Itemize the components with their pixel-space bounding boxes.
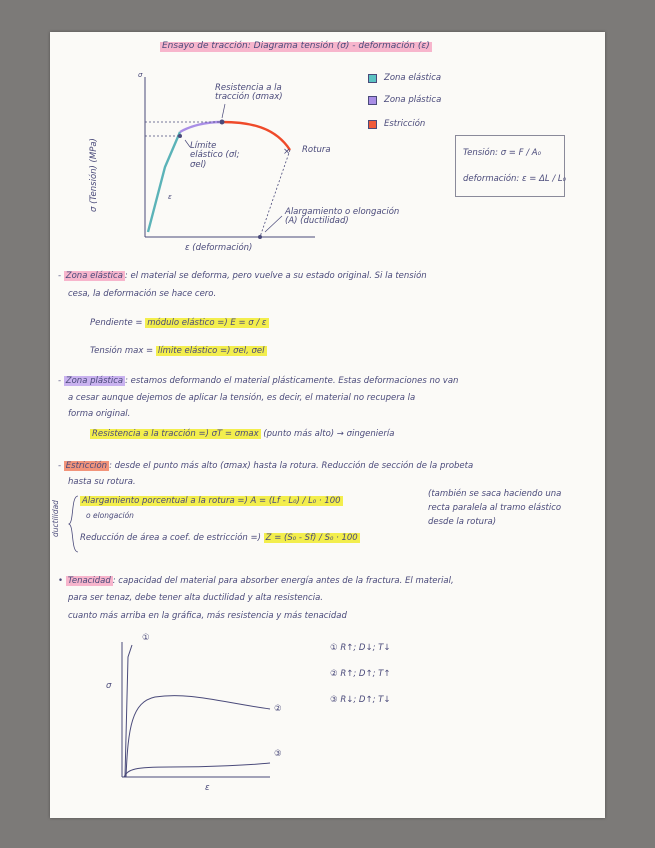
estriccion-line1: - Estricción : desde el punto más alto (σmax) hasta la rotura. Reducción de sección de la probeta [58,461,474,471]
tenacidad-line2: para ser tenaz, debe tener alta ductilidad y alta resistencia. [68,593,323,603]
zona-plastica-line2: a cesar aunque dejemos de aplicar la tensión, es decir, el material no recupera la [68,393,416,403]
x-axis-label: ε (deformación) [185,243,253,253]
y-axis-origin: σ [138,71,143,79]
tenacidad-line3: cuanto más arriba en la gráfica, más resistencia y más tenacidad [68,611,347,621]
notebook-page [50,32,605,818]
reduccion-line: Reducción de área a coef. de estricción =) Z = (S₀ - Sf) / S₀ · 100 [80,533,358,543]
svg-text:×: × [283,147,291,157]
zona-plastica-line1: - Zona plástica : estamos deformando el material plásticamente. Estas deformaciones no van [58,376,459,386]
tenacidad-heading: Tenacidad [67,576,111,586]
resistencia-line: Resistencia a la tracción =) σT = σmax (punto más alto) → σingeniería [92,429,395,439]
zona-elastica-line1: - Zona elástica : el material se deforma, pero vuelve a su estado original. Si la tensión [58,271,427,281]
curve-label-1: ① [142,633,150,643]
estriccion-heading: Estricción [65,461,108,471]
legend-label-plastica: Zona plástica [384,95,442,105]
alargamiento-note1: (también se saca haciendo una [428,489,562,499]
legend-swatch-plastica [368,96,377,105]
ductilidad-side-label: ductilidad [51,500,60,537]
formula-deformacion: deformación: ε = ΔL / L₀ [463,174,567,184]
zona-elastica-heading: Zona elástica [65,271,123,281]
tension-max-line: Tensión max = límite elástico =) σel, σel [90,346,265,356]
elongation-point [258,235,262,239]
legend-label-elastica: Zona elástica [384,73,442,83]
tenacidad-item-1: ① R↑; D↓; T↓ [330,643,391,653]
resistencia-label: Resistencia a la tracción (σmax) [215,83,283,103]
formula-box [455,135,565,197]
pendiente-line: Pendiente = módulo elástico =) E = σ / ε [90,318,267,328]
zona-plastica-heading: Zona plástica [65,376,124,386]
limit-point [178,134,182,138]
legend-label-estriccion: Estricción [384,119,426,129]
alargamiento-sub: o elongación [86,511,134,520]
formula-tension: Tensión: σ = F / A₀ [463,148,541,158]
estriccion-line2: hasta su rotura. [68,477,136,487]
limite-label: Límite elástico (σl; σel) [190,141,240,170]
alargamiento-note3: desde la rotura) [428,517,497,527]
y-axis-label: σ (Tensión) (MPa) [89,138,99,212]
tenacidad-graph-x: ε [205,783,210,793]
legend-swatch-elastica [368,74,377,83]
alargamiento-note2: recta paralela al tramo elástico [428,503,562,513]
e-small-label: ε [168,193,172,201]
tenacidad-item-3: ③ R↓; D↑; T↓ [330,695,391,705]
alargamiento-label: Alargamiento o elongación (A) (ductilidad) [285,207,400,227]
zona-elastica-line2: cesa, la deformación se hace cero. [68,289,217,299]
curve-label-2: ② [274,704,282,714]
tenacidad-item-2: ② R↑; D↑; T↑ [330,669,391,679]
page-title: Ensayo de tracción: Diagrama tensión (σ) - deformación (ε) [162,41,430,51]
rotura-label: Rotura [302,145,331,155]
tenacidad-graph-y: σ [106,681,112,691]
curve-label-3: ③ [274,749,282,759]
legend-swatch-estriccion [368,120,377,129]
alargamiento-line: Alargamiento porcentual a la rotura =) A = (Lf - L₀) / L₀ · 100 [82,496,341,506]
max-point [220,120,225,125]
tenacidad-line1: • Tenacidad : capacidad del material para absorber energía antes de la fractura. El material, [58,576,454,586]
zona-plastica-line3: forma original. [68,409,131,419]
